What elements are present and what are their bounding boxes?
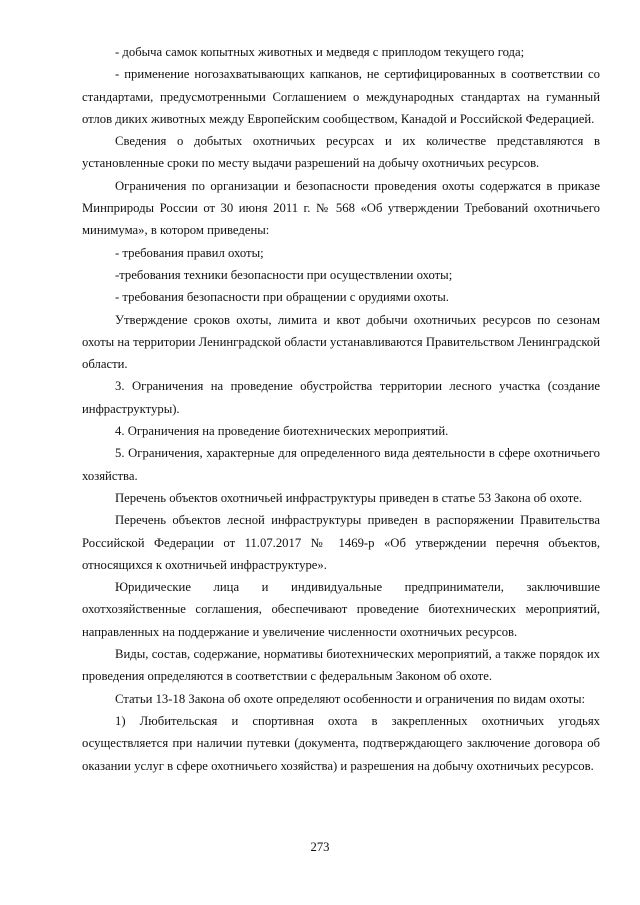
paragraph: 1) Любительская и спортивная охота в закрепленных охотничьих угодьях осуществляется при наличии путевки (документа, подтверждающего заключение договора об оказании услуг в сфере охотничьего хозяйства) и разрешения на добычу охотничьих ресурсов.	[82, 713, 600, 773]
paragraph: - требования безопасности при обращении с орудиями охоты.	[115, 290, 449, 305]
paragraph: Сведения о добытых охотничьих ресурсах и их количестве представляются в установленные сроки по месту выдачи разрешений на добычу охотничьих ресурсов.	[82, 134, 600, 171]
paragraph: Ограничения по организации и безопасности проведения охоты содержатся в приказе Минприроды России от 30 июня 2011 г. № 568 «Об утверждении Требований охотничьего минимума», в котором приведены:	[82, 178, 600, 238]
body-text	[82, 41, 600, 777]
page-number: 273	[310, 840, 330, 854]
paragraph: Утверждение сроков охоты, лимита и квот добычи охотничьих ресурсов по сезонам охоты на территории Ленинградской области устанавливаются Правительством Ленинградской области.	[82, 312, 600, 372]
paragraph: - требования правил охоты;	[115, 245, 264, 260]
paragraph: 5. Ограничения, характерные для определенного вида деятельности в сфере охотничьего хозяйства.	[82, 446, 600, 483]
paragraph: - применение ногозахватывающих капканов, не сертифицированных в соответствии со стандартами, предусмотренными Соглашением о международных стандартах на гуманный отлов диких животных между Европейским сообществом, Канадой и Российской Федерацией.	[82, 67, 600, 126]
paragraph: Юридические лица и индивидуальные предприниматели, заключившие охотхозяйственные соглашения, обеспечивают проведение биотехнических мероприятий, направленных на поддержание и увеличение численности охотничьих ресурсов.	[82, 580, 600, 639]
paragraph: - добыча самок копытных животных и медведя с приплодом текущего года;	[115, 45, 525, 59]
paragraph: -требования техники безопасности при осуществлении охоты;	[115, 267, 453, 282]
paragraph: 3. Ограничения на проведение обустройства территории лесного участка (создание инфраструктуры).	[82, 379, 600, 416]
paragraph: Статьи 13-18 Закона об охоте определяют особенности и ограничения по видам охоты:	[115, 691, 586, 706]
paragraph: Перечень объектов охотничьей инфраструктуры приведен в статье 53 Закона об охоте.	[115, 490, 583, 505]
paragraph: 4. Ограничения на проведение биотехнических мероприятий.	[115, 424, 449, 439]
paragraph: Перечень объектов лесной инфраструктуры приведен в распоряжении Правительства Российской Федерации от 11.07.2017 № 1469-р «Об утверждении перечня объектов, относящихся к охотничьей инфраструктуре».	[82, 513, 600, 572]
paragraph: Виды, состав, содержание, нормативы биотехнических мероприятий, а также порядок их проведения определяются в соответствии с федеральным Законом об охоте.	[82, 647, 600, 684]
